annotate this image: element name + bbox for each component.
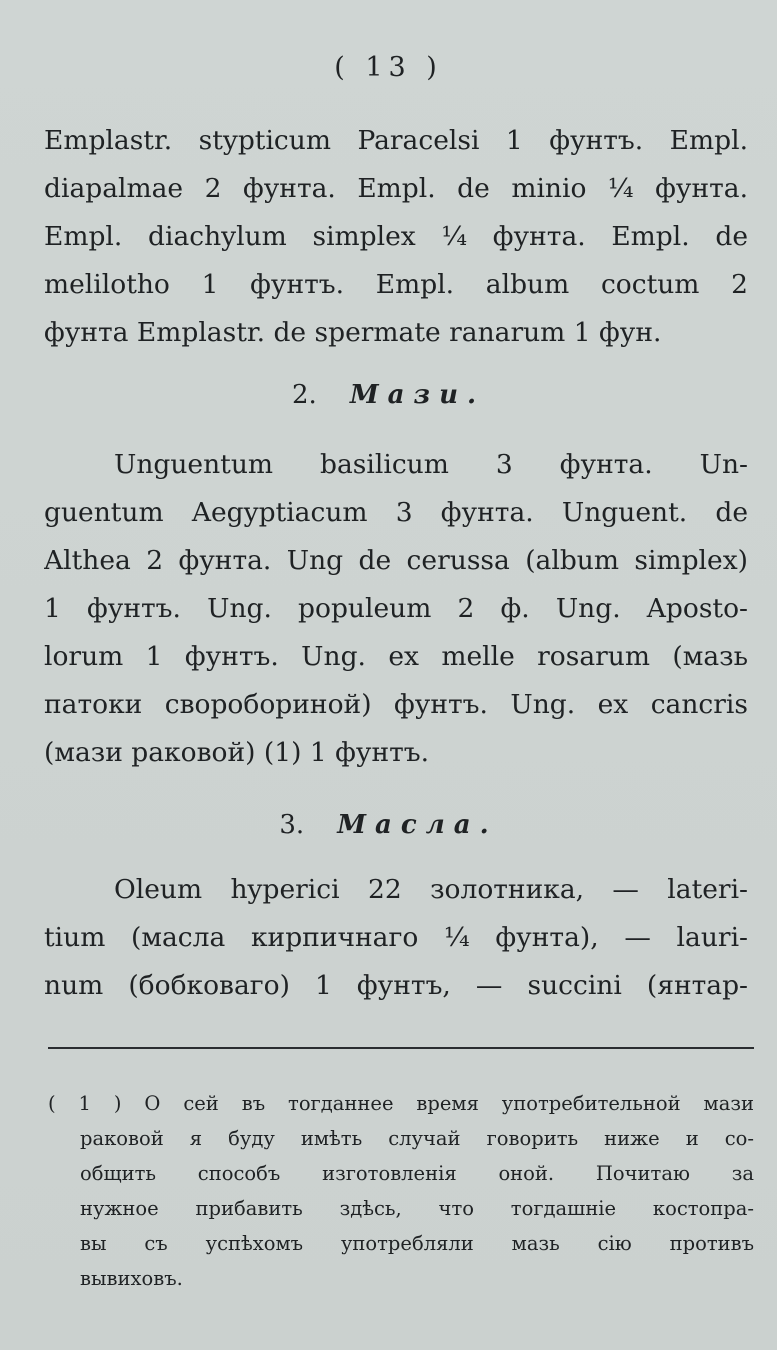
footnote	[44, 1086, 754, 1296]
footnote-line: нужное прибавить здѣсь, что тогдашніе костопра-	[80, 1197, 754, 1220]
footnote-line: ( 1 ) О сей въ тогданнее время употребительной мази	[48, 1092, 754, 1115]
text-line: фунта Emplastr. de spermate ranarum 1 фун.	[44, 317, 662, 348]
text-line: melilotho 1 фунтъ. Empl. album coctum 2	[44, 269, 748, 300]
text-line: tium (масла кирпичнаго ¼ фунта), — lauri-	[44, 922, 748, 953]
text-line: Emplastr. stypticum Paracelsi 1 фунтъ. Empl.	[44, 125, 748, 156]
text-line: num (бобковаго) 1 фунтъ, — succini (янтар-	[44, 970, 748, 1001]
text-line: Althea 2 фунта. Ung de cerussa (album simplex)	[44, 545, 748, 576]
section-number: 2.	[291, 380, 317, 410]
section-title: Мази.	[349, 380, 486, 410]
text-line: Oleum hyperici 22 золотника, — lateri-	[114, 874, 748, 905]
plasters-paragraph	[44, 117, 748, 357]
section-heading-ointments	[0, 375, 777, 415]
ointments-paragraph	[44, 441, 748, 777]
oils-paragraph	[44, 866, 748, 1010]
page-number: ( 13 )	[334, 52, 443, 83]
text-line: diapalmae 2 фунта. Empl. de minio ¼ фунта.	[44, 173, 748, 204]
text-line: Unguentum basilicum 3 фунта. Un-	[114, 449, 748, 480]
text-line: Empl. diachylum simplex ¼ фунта. Empl. de	[44, 221, 748, 252]
text-line: патоки свороборинoй) фунтъ. Ung. ex cancris	[44, 689, 748, 720]
footnote-line: вывиховъ.	[80, 1267, 183, 1290]
section-number: 3.	[279, 810, 305, 840]
section-title: Масла.	[337, 810, 498, 840]
footnote-line: раковой я буду имѣть случай говорить ниже и со-	[80, 1127, 754, 1150]
text-line: 1 фунтъ. Ung. populeum 2 ф. Ung. Aposto-	[44, 593, 748, 624]
text-line: guentum Aegyptiacum 3 фунта. Unguent. de	[44, 497, 748, 528]
text-line: lorum 1 фунтъ. Ung. ex melle rosarum (мазь	[44, 641, 748, 672]
footnote-divider	[48, 1047, 754, 1049]
section-heading-oils	[0, 805, 777, 845]
text-line: (мази раковой) (1) 1 фунтъ.	[44, 737, 430, 768]
footnote-line: вы съ успѣхомъ употребляли мазь сію противъ	[80, 1232, 754, 1255]
footnote-line: общить способъ изготовленія оной. Почитаю за	[80, 1162, 754, 1185]
